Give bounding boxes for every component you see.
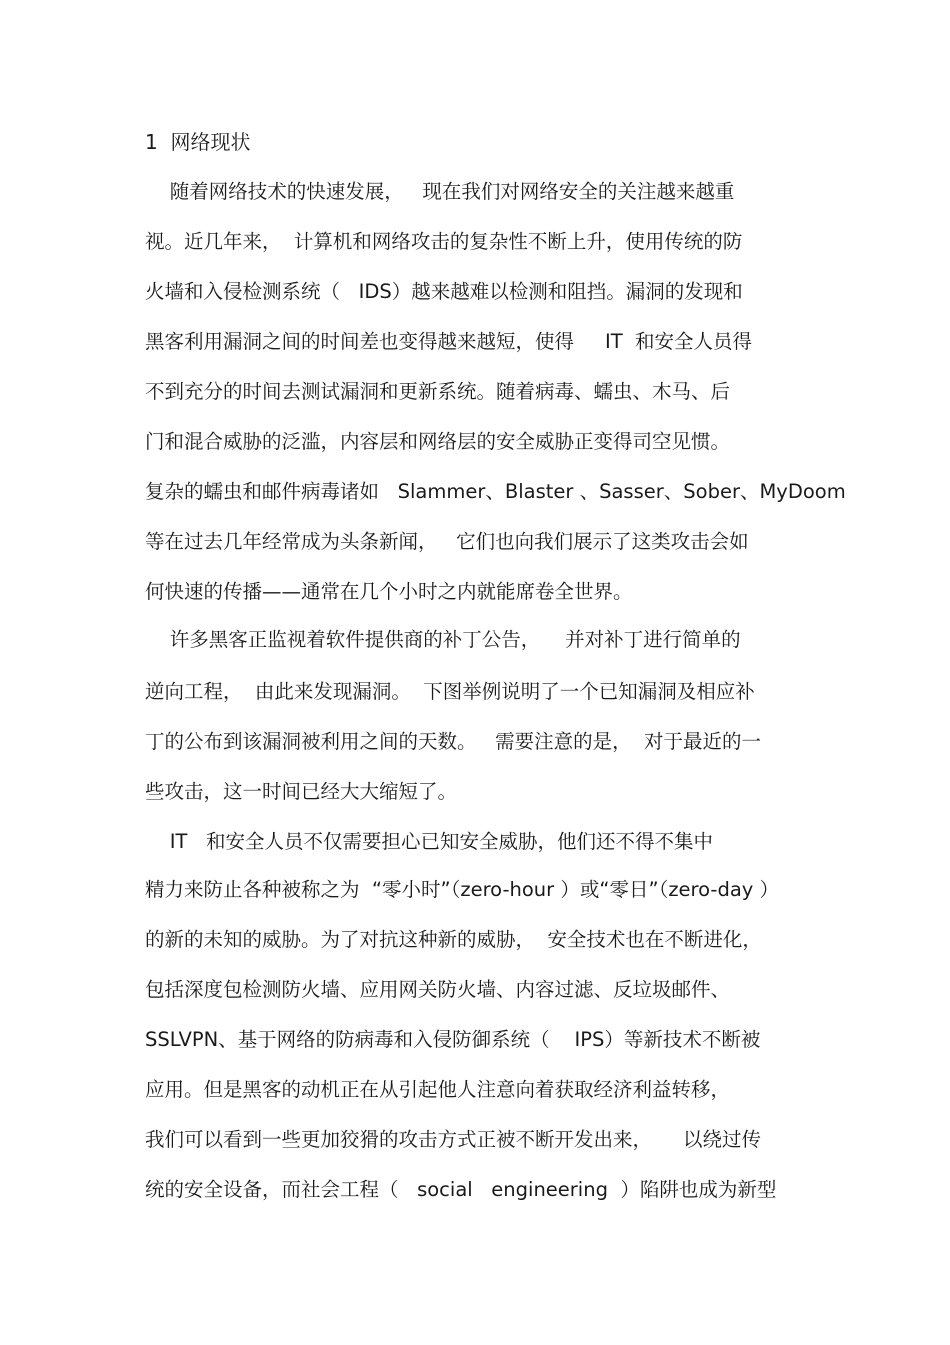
text-line: 统的安全设备，而社会工程（ social engineering ）陷阱也成为新型: [145, 1178, 777, 1201]
text-line: 逆向工程， 由此来发现漏洞。 下图举例说明了一个已知漏洞及相应补: [145, 680, 755, 703]
text-line: 不到充分的时间去测试漏洞和更新系统。随着病毒、蠕虫、木马、后: [145, 380, 731, 403]
text-line: 许多黑客正监视着软件提供商的补丁公告， 并对补丁进行简单的: [145, 628, 741, 651]
text-line: 视。近几年来， 计算机和网络攻击的复杂性不断上升，使用传统的防: [145, 230, 743, 253]
text-line: 的新的未知的威胁。为了对抗这种新的威胁， 安全技术也在不断进化，: [145, 928, 762, 951]
text-line: 复杂的蠕虫和邮件病毒诸如 Slammer、Blaster 、Sasser、Sober、MyDoom: [145, 480, 846, 503]
text-line: 黑客利用漏洞之间的时间差也变得越来越短，使得 IT 和安全人员得: [145, 330, 753, 353]
text-line: 应用。但是黑客的动机正在从引起他人注意向着获取经济利益转移，: [145, 1078, 731, 1101]
text-line: 何快速的传播——通常在几个小时之内就能席卷全世界。: [145, 580, 633, 603]
text-line: 丁的公布到该漏洞被利用之间的天数。 需要注意的是， 对于最近的一: [145, 730, 761, 753]
text-line: 门和混合威胁的泛滥，内容层和网络层的安全威胁正变得司空见惯。: [145, 430, 731, 453]
text-line: 火墙和入侵检测系统（ IDS）越来越难以检测和阻挡。漏洞的发现和: [145, 280, 743, 303]
text-line: IT 和安全人员不仅需要担心已知安全威胁，他们还不得不集中: [145, 830, 714, 853]
text-line: 等在过去几年经常成为头条新闻， 它们也向我们展示了这类攻击会如: [145, 530, 749, 553]
text-line: 精力来防止各种被称之为 “零小时”（zero-hour ）或“零日”（zero-day ）: [145, 878, 780, 901]
text-line: 些攻击，这一时间已经大大缩短了。: [145, 780, 458, 803]
text-line: 包括深度包检测防火墙、应用网关防火墙、内容过滤、反垃圾邮件、: [145, 978, 731, 1001]
section-heading: 1 网络现状: [145, 130, 251, 154]
text-line: SSLVPN、基于网络的防病毒和入侵防御系统（ IPS）等新技术不断被: [145, 1028, 761, 1051]
text-line: 随着网络技术的快速发展， 现在我们对网络安全的关注越来越重: [145, 180, 735, 203]
text-line: 我们可以看到一些更加狡猾的攻击方式正被不断开发出来， 以绕过传: [145, 1128, 761, 1151]
